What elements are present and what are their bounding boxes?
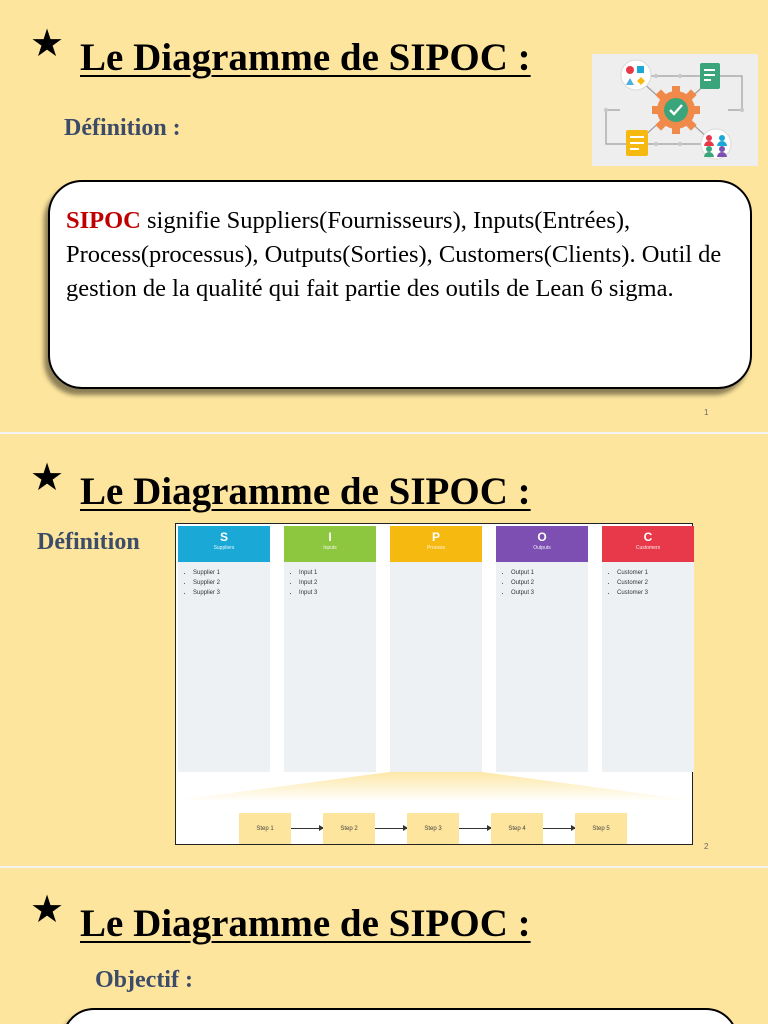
column-header xyxy=(602,526,694,562)
arrow-right-icon xyxy=(543,828,575,829)
column-list xyxy=(284,568,376,598)
slide-title: Le Diagramme de SIPOC : xyxy=(80,902,531,945)
sipoc-column-suppliers xyxy=(178,526,270,772)
process-step: Step 3 xyxy=(407,813,459,844)
definition-box xyxy=(48,180,752,389)
column-label: Inputs xyxy=(323,545,337,551)
slide-number: 2 xyxy=(704,842,709,851)
list-item: • Input 3 xyxy=(299,588,376,598)
definition-body: signifie Suppliers(Fournisseurs), Inputs(Entrées), Process(processus), Outputs(Sorties), Customers(Clients). Outil de gestion de la qualité qui fait partie des outils de Lean 6 sigma. xyxy=(66,207,722,302)
column-letter: O xyxy=(537,530,547,544)
slide-subheading: Définition : xyxy=(64,115,181,141)
column-label: Outputs xyxy=(533,545,551,551)
column-list xyxy=(178,568,270,598)
process-step: Step 2 xyxy=(323,813,375,844)
list-item: • Customer 1 xyxy=(617,568,694,578)
slide-3 xyxy=(0,868,768,1024)
definition-text xyxy=(66,204,736,306)
column-header xyxy=(390,526,482,562)
sipoc-column-customers xyxy=(602,526,694,772)
process-illustration xyxy=(592,54,758,166)
sipoc-acronym: SIPOC xyxy=(66,207,141,234)
slide-2 xyxy=(0,434,768,866)
column-header xyxy=(178,526,270,562)
process-step: Step 1 xyxy=(239,813,291,844)
list-item: • Output 2 xyxy=(511,578,588,588)
column-label: Process xyxy=(426,545,446,551)
objective-box xyxy=(62,1008,738,1024)
column-list xyxy=(602,568,694,598)
sipoc-template xyxy=(175,523,693,845)
slide-1 xyxy=(0,0,768,432)
star-icon: ★ xyxy=(30,887,65,931)
list-item: • Customer 3 xyxy=(617,588,694,598)
column-header xyxy=(284,526,376,562)
folder-icon xyxy=(626,130,648,156)
process-step: Step 5 xyxy=(575,813,627,844)
arrow-right-icon xyxy=(375,828,407,829)
sipoc-column-inputs xyxy=(284,526,376,772)
column-label: Customers xyxy=(635,545,661,551)
sipoc-column-process xyxy=(390,526,482,772)
list-item: • Supplier 3 xyxy=(193,588,270,598)
list-item: • Supplier 2 xyxy=(193,578,270,588)
column-letter: S xyxy=(219,530,228,544)
column-header xyxy=(496,526,588,562)
gear-check-icon xyxy=(652,86,700,134)
list-item: • Input 1 xyxy=(299,568,376,578)
list-item: • Input 2 xyxy=(299,578,376,588)
column-list xyxy=(496,568,588,598)
star-icon: ★ xyxy=(30,21,65,65)
sipoc-column-outputs xyxy=(496,526,588,772)
slide-subheading: Définition xyxy=(37,529,140,555)
column-letter: C xyxy=(643,530,653,544)
people-group-icon xyxy=(701,129,731,159)
arrow-right-icon xyxy=(291,828,323,829)
column-label: Suppliers xyxy=(213,545,235,551)
list-item: • Output 3 xyxy=(511,588,588,598)
list-item: • Customer 2 xyxy=(617,578,694,588)
process-step: Step 4 xyxy=(491,813,543,844)
slide-title: Le Diagramme de SIPOC : xyxy=(80,36,531,79)
slide-subheading: Objectif : xyxy=(95,967,193,993)
shapes-icon xyxy=(621,60,651,90)
document-icon xyxy=(700,63,720,89)
column-letter: P xyxy=(431,530,440,544)
slide-title: Le Diagramme de SIPOC : xyxy=(80,470,531,513)
list-item: • Supplier 1 xyxy=(193,568,270,578)
column-letter: I xyxy=(328,530,332,544)
star-icon: ★ xyxy=(30,455,65,499)
slide-number: 1 xyxy=(704,408,709,417)
process-funnel xyxy=(178,772,690,800)
arrow-right-icon xyxy=(459,828,491,829)
list-item: • Output 1 xyxy=(511,568,588,578)
